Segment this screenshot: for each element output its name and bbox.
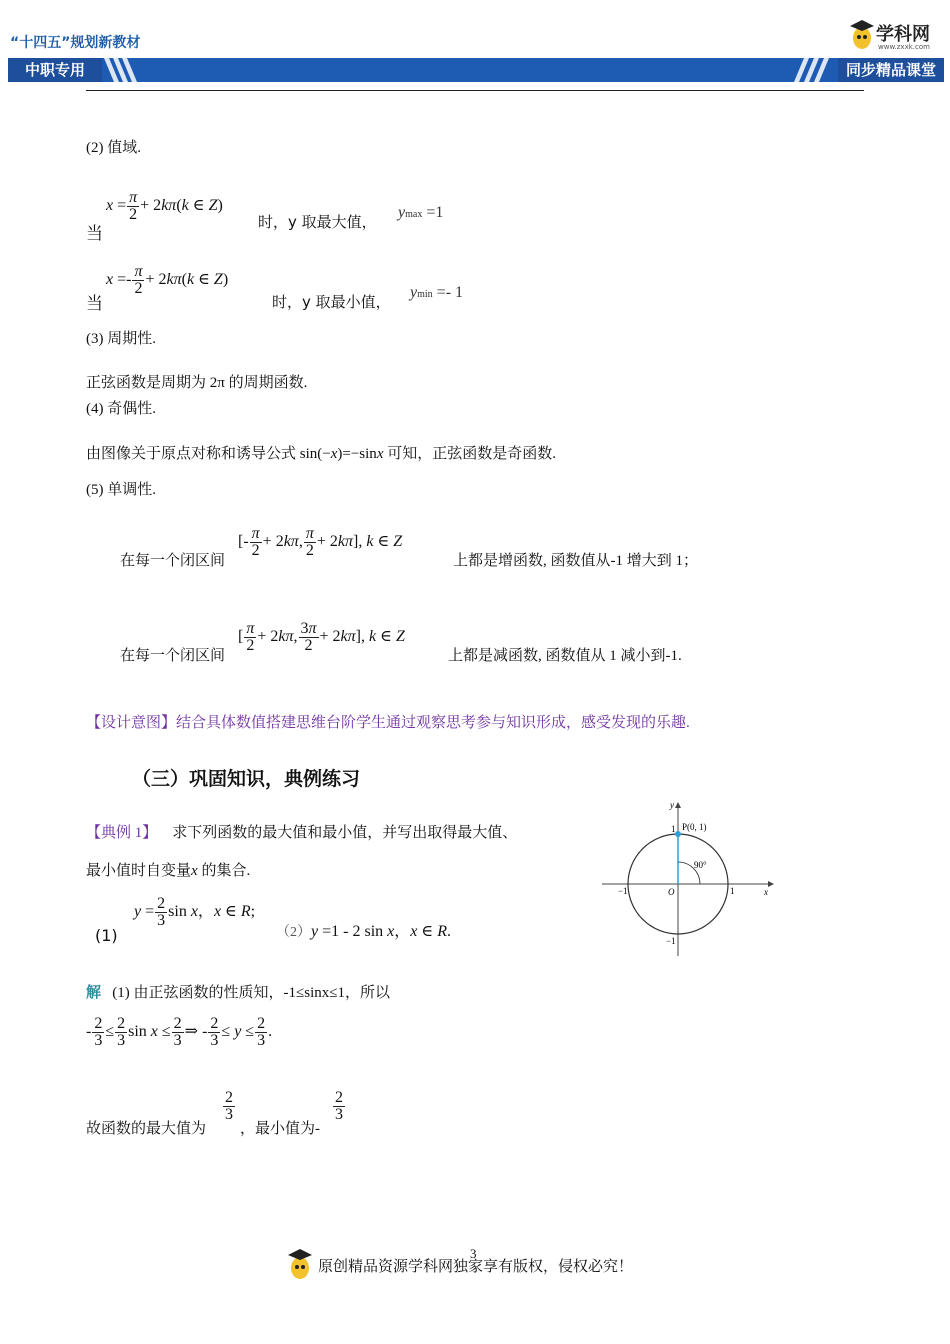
example-1-item2-formula: （2）y =1 - 2 sin x，x ∈ R. (276, 923, 451, 940)
when-label-max: 当 (86, 224, 103, 244)
parity-text (86, 444, 556, 464)
decreasing-prefix: 在每一个闭区间 (120, 648, 226, 664)
unit-circle-figure (598, 798, 778, 960)
monotonicity-heading: (5) 单调性. (86, 482, 156, 498)
logo-url: www.zxxk.com (878, 43, 930, 51)
parity-text-c: x (376, 446, 384, 462)
example-1-text2a: 最小值时自变量 (86, 863, 192, 879)
design-intent-label: 【设计意图】 (86, 715, 177, 731)
decreasing-interval-formula: [ $\frac{\pi}{2}$ + 2kπ, $\frac{3\pi}{2}$ + 2kπ], k ∈ Z (238, 620, 405, 654)
solution-inequality-formula: - $\frac{2}{3}$ ≤ $\frac{2}{3}$ sin x ≤ $\frac{2}{3}$ ⇒ - $\frac{2}{3}$ ≤ y ≤ $\frac{2}{3}$ . (86, 1015, 273, 1049)
design-intent (86, 713, 690, 733)
header-divider (86, 90, 864, 91)
max-condition-formula: x = $\frac{\pi}{2}$ + 2kπ(k ∈ Z) (106, 189, 223, 223)
conclusion-text-max: 故函数的最大值为 (86, 1121, 207, 1137)
y-axis-arrow (675, 802, 681, 808)
ymin-formula: ymin =- 1 (410, 284, 464, 301)
example-1-question: 求下列函数的最大值和最小值，并写出取得最大值、 (172, 825, 518, 841)
logo-text: 学科网 (876, 24, 930, 45)
example-1-text2x: x (191, 863, 198, 879)
solution-line (86, 983, 390, 1003)
stripe-decoration-left (100, 58, 140, 82)
ymin-value: =- 1 (436, 284, 464, 301)
y-axis-label: y (670, 800, 674, 810)
conclusion-text-min: ，最小值为- (240, 1121, 320, 1137)
min-condition-text: 时，y 取最小值， (272, 293, 391, 311)
example-1-line2 (86, 861, 250, 881)
footer-mascot-icon (286, 1246, 316, 1282)
logo (848, 18, 938, 54)
parity-text-x: x (330, 446, 338, 462)
page-number: 3 (470, 1246, 477, 1261)
ymax-value: =1 (426, 204, 444, 221)
max-condition-text: 时，y 取最大值， (258, 213, 377, 231)
decreasing-suffix: 上都是减函数, 函数值从 1 减小到-1. (448, 648, 682, 664)
design-intent-text: 结合具体数值搭建思维台阶学生通过观察思考参与知识形成，感受发现的乐趣. (176, 715, 690, 731)
increasing-prefix: 在每一个闭区间 (120, 553, 226, 569)
x-axis-arrow (768, 881, 774, 887)
increasing-interval-formula: [- $\frac{\pi}{2}$ + 2kπ, $\frac{\pi}{2}$ + 2kπ], k ∈ Z (238, 525, 403, 559)
tick-label-bottom: −1 (666, 936, 676, 946)
example-1-line1 (86, 823, 517, 843)
origin-label: O (668, 887, 675, 897)
parity-heading: (4) 奇偶性. (86, 401, 156, 417)
example-1-item2-label: （2） (276, 925, 311, 940)
tick-label-left: −1 (618, 886, 628, 896)
header-right-label: 同步精品课堂 (838, 58, 944, 82)
period-heading: (3) 周期性. (86, 331, 156, 347)
point-p (675, 831, 681, 837)
increasing-suffix: 上都是增函数, 函数值从-1 增大到 1； (453, 553, 698, 569)
conclusion-min-fraction: $\frac{2}{3}$ (335, 1089, 343, 1123)
header-left-label: 中职专用 (8, 58, 102, 82)
ymax-formula: ymax =1 (398, 204, 444, 221)
example-1-text2b: 的集合. (197, 863, 251, 879)
parity-text-a: 由图像关于原点对称和诱导公式 sin(− (86, 446, 331, 462)
example-1-item1-label: (1) (95, 926, 118, 945)
example-1-label: 【典例 1】 (86, 825, 158, 841)
example-1-item1-formula: y = $\frac{2}{3}$ sin x，x ∈ R; (134, 895, 256, 929)
footer-copyright: 原创精品资源学科网独家享有版权，侵权必究！ (318, 1259, 634, 1275)
x-axis-label: x (764, 887, 768, 897)
when-label-min: 当 (86, 294, 103, 314)
parity-text-d: 可知，正弦函数是奇函数. (383, 446, 556, 462)
tick-label-top: 1 (671, 824, 676, 834)
tick-label-right: 1 (730, 886, 735, 896)
angle-label: 90° (694, 860, 707, 870)
min-condition-formula: x =- $\frac{\pi}{2}$ + 2kπ(k ∈ Z) (106, 263, 229, 297)
solution-label: 解 (86, 985, 102, 1001)
series-title: “十四五”规划新教材 (10, 35, 141, 51)
point-p-label: P(0, 1) (682, 822, 707, 832)
period-text: 正弦函数是周期为 2π 的周期函数. (86, 375, 308, 391)
solution-text: (1) 由正弦函数的性质知，-1≤sinx≤1，所以 (112, 985, 390, 1001)
stripe-decoration-right (790, 58, 834, 82)
range-heading: (2) 值域. (86, 140, 141, 156)
section-three-title: （三）巩固知识，典例练习 (132, 768, 361, 790)
mascot-icon (848, 18, 876, 52)
parity-text-b: )=−sin (337, 446, 377, 462)
conclusion-max-fraction: $\frac{2}{3}$ (225, 1089, 233, 1123)
